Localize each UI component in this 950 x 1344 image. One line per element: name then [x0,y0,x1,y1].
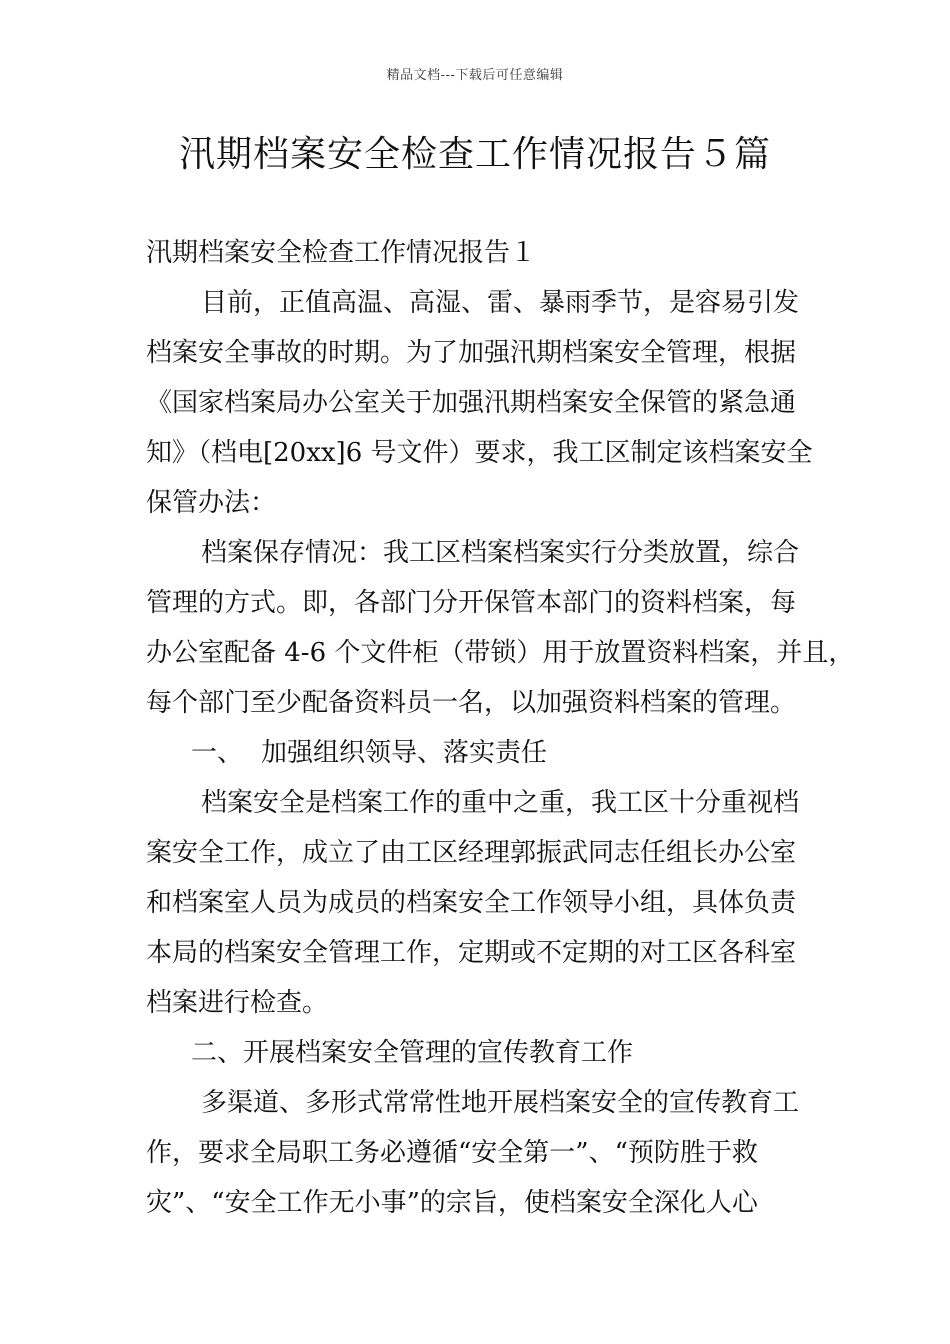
paragraph-line: 档案安全事故的时期。为了加强汛期档案安全管理，根据 [146,338,797,368]
section-title: 汛期档案安全检查工作情况报告１ [146,238,537,268]
paragraph-line: 案安全工作，成立了由工区经理郭振武同志任组长办公室 [146,838,797,868]
paragraph-line: 保管办法： [146,488,277,518]
paragraph-line: 每个部门至少配备资料员一名，以加强资料档案的管理。 [146,688,797,718]
paragraph-line: 和档案室人员为成员的档案安全工作领导小组，具体负责 [146,888,797,918]
subheading-number: 一、 [191,738,244,768]
paragraph-line: 办公室配备 4-6 个文件柜（带锁）用于放置资料档案，并且， [146,638,855,668]
paragraph-line: 管理的方式。即，各部门分开保管本部门的资料档案，每 [146,588,797,618]
paragraph-line: 档案安全是档案工作的重中之重，我工区十分重视档 [201,788,800,818]
paragraph-line: 多渠道、多形式常常性地开展档案安全的宣传教育工 [201,1088,800,1118]
paragraph-line: 《国家档案局办公室关于加强汛期档案安全保管的紧急通 [146,388,797,418]
paragraph-line: 本局的档案安全管理工作，定期或不定期的对工区各科室 [146,938,797,968]
paragraph-line: 灾”、“安全工作无小事”的宗旨，使档案安全深化人心 [146,1188,758,1218]
document-title: 汛期档案安全检查工作情况报告５篇 [178,134,771,175]
paragraph-line: 档案保存情况：我工区档案档案实行分类放置，综合 [201,538,800,568]
header-note: 精品文档---下载后可任意编辑 [386,68,564,83]
subheading-one [146,728,818,778]
paragraph-line: 档案进行检查。 [146,988,329,1018]
subheading-text: 加强组织领导、落实责任 [261,738,548,768]
paragraph-line: 知》（档电[20xx]6 号文件）要求，我工区制定该档案安全 [146,438,813,468]
paragraph-line: 作，要求全局职工务必遵循“安全第一”、“预防胜于救 [146,1138,758,1168]
document-body [146,228,855,1228]
paragraph-line: 目前，正值高温、高湿、雷、暴雨季节，是容易引发 [201,288,800,318]
subheading-two: 二、开展档案安全管理的宣传教育工作 [191,1038,634,1068]
